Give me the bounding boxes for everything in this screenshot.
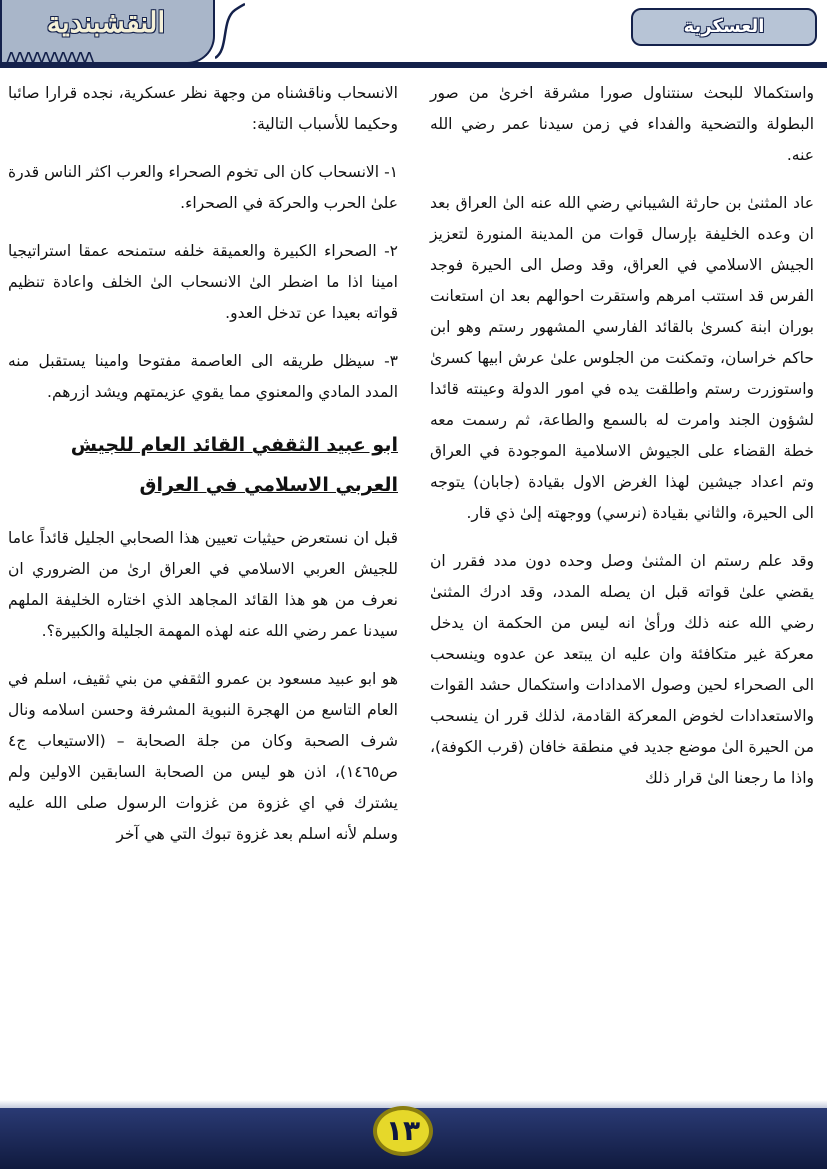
paragraph: وقد علم رستم ان المثنىٰ وصل وحده دون مدد فقرر ان يقضي علىٰ قواته قبل ان يصله المدد، وقد ادرك المثنىٰ رضي الله عنه ذلك ورأىٰ انه ليس من الحكمة ان يدخل معركة غير متكافئة وان عليه ان يبتعد عن عدوه وينسحب الى الصحراء لحين وصول الامدادات واستكمال حشد القوات والاستعدادات لخوض المعركة القادمة، لذلك قرر ان ينسحب من الحيرة الىٰ موضع جديد في منطقة خافان (قرب الكوفة)، واذا ما رجعنا الىٰ قرار ذلك: [430, 552, 814, 787]
paragraph: الانسحاب وناقشناه من وجهة نظر عسكرية، نجده قرارا صائبا وحكيما للأسباب التالية:: [8, 84, 398, 133]
list-item: ١- الانسحاب كان الى تخوم الصحراء والعرب اكثر الناس قدرة علىٰ الحرب والحركة في الصحراء.: [8, 163, 398, 212]
page-number: ١٣: [373, 1106, 433, 1156]
left-column: [8, 78, 398, 867]
paragraph: هو ابو عبيد مسعود بن عمرو الثقفي من بني ثقيف، اسلم في العام التاسع من الهجرة النبوية المشرفة وحسن اسلامه ونال شرف الصحبة وكان من جلة الصحابة – (الاستيعاب ج٤ ص١٤٦٥)، اذن هو ليس من الصحابة السابقين الاولين ولم يشترك في اي غزوة من غزوات الرسول صلى الله عليه وسلم لأنه اسلم بعد غزوة تبوك التي هي آخر: [8, 670, 398, 843]
paragraph: عاد المثنىٰ بن حارثة الشيباني رضي الله عنه الىٰ العراق بعد ان وعده الخليفة بإرسال قوات من المدينة المنورة لتعزيز الجيش الاسلامي في العراق، وقد وصل الى الحيرة فوجد الفرس قد استتب امرهم واستقرت احوالهم بعد ان استعانت بوران ابنة كسرىٰ بالقائد الفارسي المشهور رستم وهو ابن حاكم خراسان، وتمكنت من الجلوس علىٰ عرش ابيها كسرىٰ واستوزرت رستم واطلقت يده في امور الدولة وعينته قائدا لشؤون الجند وامرت له بالسمع والطاعة، ثم رسمت معه خطة القضاء على الجيوش الاسلامية الموجودة في العراق وتم اعداد جيشين لهذا الغرض الاول بقيادة (جابان) يتوجه الى الحيرة، والثاني بقيادة (نرسي) ووجهته إلىٰ ذي قار.: [430, 194, 814, 522]
wave-ornament: ᴧᴧᴧᴧᴧᴧᴧᴧᴧᴧ: [6, 46, 93, 67]
list-item: ٢- الصحراء الكبيرة والعميقة خلفه ستمنحه عمقا استراتيجيا امينا اذا ما اضطر الىٰ الانسحاب الىٰ الخلف واعادة تنظيم قواته بعيدا عن تدخل العدو.: [8, 242, 398, 322]
list-item: ٣- سيظل طريقه الى العاصمة مفتوحا وامينا يستقبل منه المدد المادي والمعنوي مما يقوي عزيمتهم ويشد ازرهم.: [8, 352, 398, 401]
section-tab-military: [631, 8, 817, 46]
section-title-naqshbandiya: النقشبندية: [46, 6, 166, 39]
section-tab-naqshbandiya: [0, 0, 215, 67]
curl-ornament: [215, 0, 245, 60]
paragraph: قبل ان نستعرض حيثيات تعيين هذا الصحابي الجليل قائداً عاما للجيش العربي الاسلامي في العراق ارىٰ من الضروري ان نعرف من هو هذا القائد المجاهد الذي اختاره الخليفة الملهم سيدنا عمر رضي الله عنه لهذه المهمة الجليلة والكبيرة؟.: [8, 529, 398, 640]
section-heading: ابو عبيد الثقفي القائد العام للجيش العربي الاسلامي في العراق: [70, 434, 398, 496]
right-column: [430, 78, 814, 811]
paragraph: واستكمالا للبحث سنتناول صورا مشرقة اخرىٰ من صور البطولة والتضحية والفداء في زمن سيدنا عمر رضي الله عنه.: [430, 84, 814, 164]
section-title-military: العسكرية: [683, 16, 765, 37]
